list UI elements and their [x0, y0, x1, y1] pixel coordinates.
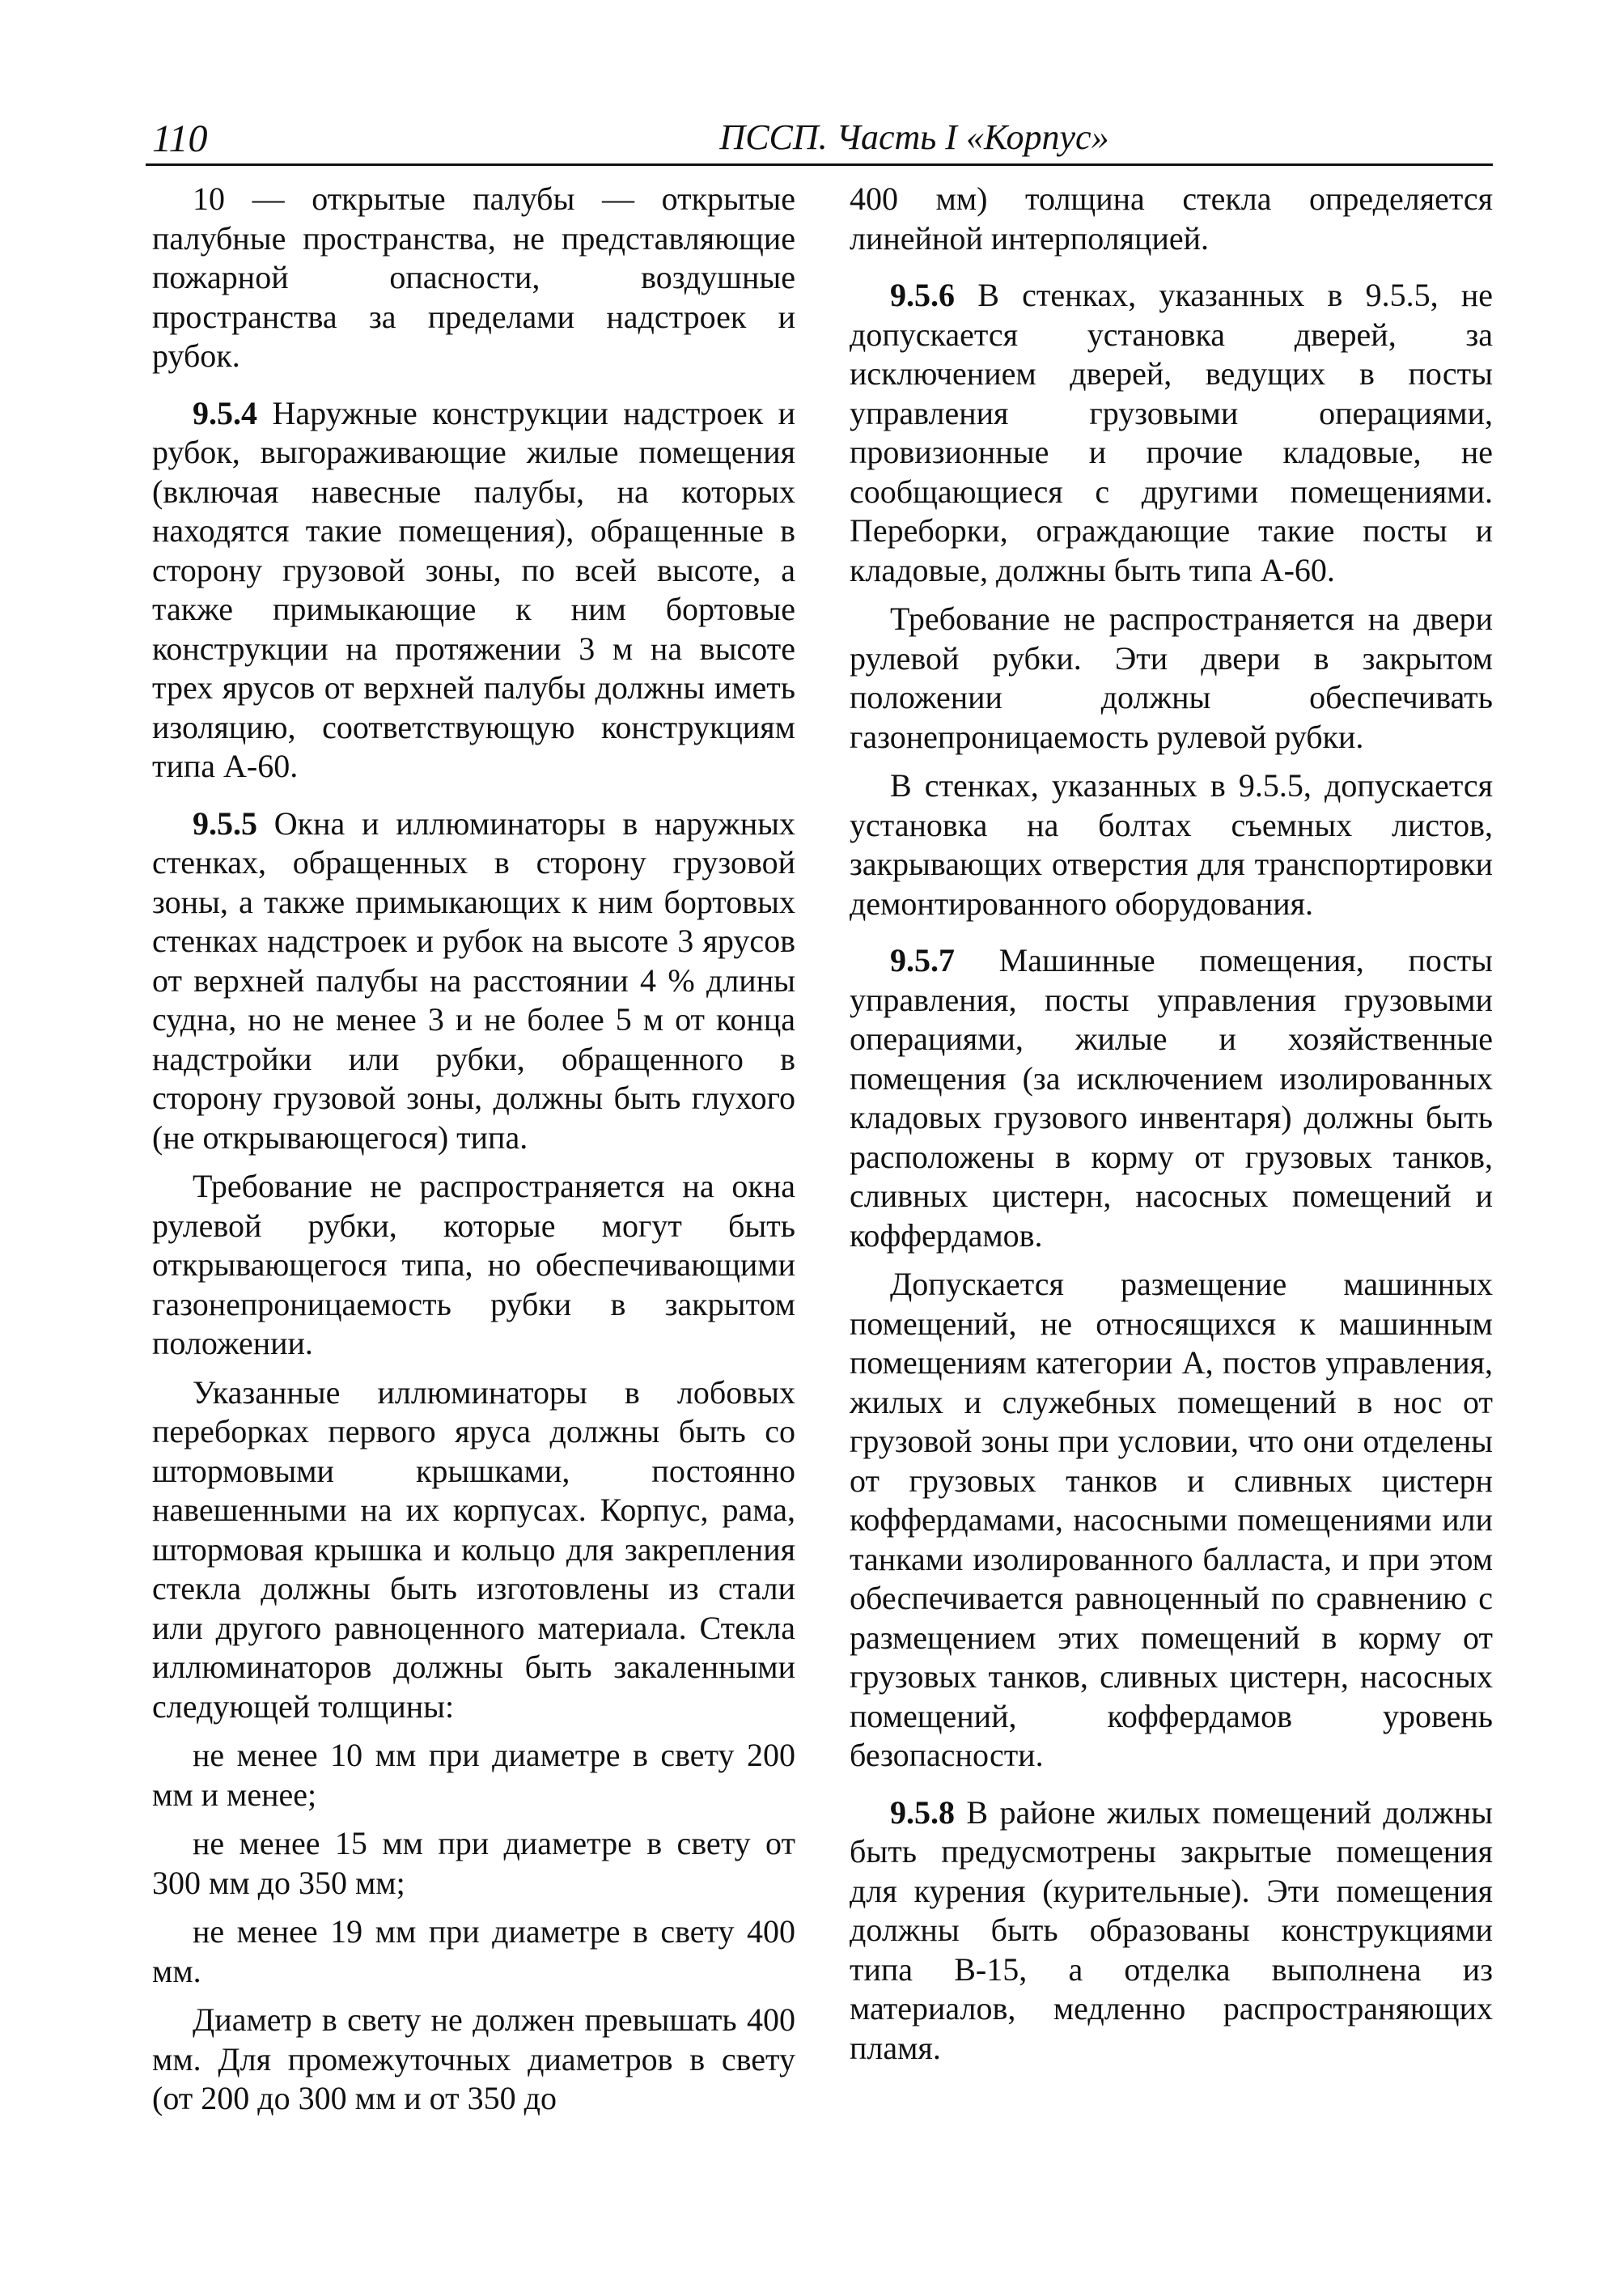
clause-number: 9.5.8: [890, 1793, 955, 1831]
list-item: не менее 15 мм при диаметре в свету от 300 мм до 350 мм;: [152, 1825, 795, 1901]
header-rule: [146, 163, 1493, 166]
clause-number: 9.5.7: [890, 942, 955, 978]
clause-9-5-6: [850, 276, 1493, 590]
clause-text: Окна и иллюминаторы в наружных стенках, обращенных в сторону грузовой зоны, а также примыкающих к ним бортовых стенках надстроек и рубок на высоте 3 ярусов от верхней палубы на расстоянии 4 % длины судна, но не менее 3 и не более 5 м от конца надстройки или рубки, обращенного в сторону грузовой зоны, должны быть глухого (не открывающегося) типа.: [152, 804, 795, 1156]
page-number: 110: [152, 117, 208, 160]
clause-number: 9.5.4: [193, 394, 257, 431]
paragraph: 10 — открытые палубы — открытые палубные пространства, не представляющие пожарной опасности, воздушные пространства за пределами надстроек и рубок.: [152, 180, 795, 374]
clause-text: В районе жилых помещений должны быть предусмотрены закрытые помещения для курения (курительные). Эти помещения должны быть образованы конструкциями типа В-15, а отделка выполнена из материалов, медленно распространяющих пламя.: [850, 1793, 1493, 2066]
paragraph: Диаметр в свету не должен превышать 400 мм. Для промежуточных диаметров в свету (от 200 до 300 мм и от 350 до: [152, 2001, 795, 2116]
clause-9-5-8: [850, 1793, 1493, 2069]
clause-9-5-7: [850, 941, 1493, 1255]
running-title: ПССП. Часть I «Корпус»: [719, 117, 1109, 157]
clause-text: Машинные помещения, посты управления, посты управления грузовыми операциями, жилые и хозяйственные помещения (за исключением изолированных кладовых грузового инвентаря) должны быть расположены в корму от грузовых танков, сливных цистерн, насосных помещений и коффердамов.: [850, 942, 1493, 1254]
list-item: не менее 19 мм при диаметре в свету 400 мм.: [152, 1913, 795, 1989]
list-item: не менее 10 мм при диаметре в свету 200 мм и менее;: [152, 1737, 795, 1813]
paragraph: Указанные иллюминаторы в лобовых переборках первого яруса должны быть со штормовыми крышками, постоянно навешенными на их корпусах. Корпус, рама, штормовая крышка и кольцо для закрепления стекла должны быть изготовлены из стали или другого равноценного материала. Стекла иллюминаторов должны быть закаленными следующей толщины:: [152, 1373, 795, 1725]
paragraph: 400 мм) толщина стекла определяется линейной интерполяцией.: [850, 180, 1493, 257]
left-column: [152, 180, 795, 2128]
right-column: [850, 180, 1493, 2086]
clause-text: Наружные конструкции надстроек и рубок, выгораживающие жилые помещения (включая навесные палубы, на которых находятся такие помещения), обращенные в сторону грузовой зоны, по всей высоте, а также примыкающие к ним бортовые конструкции на протяжении 3 м на высоте трех ярусов от верхней палубы должны иметь изоляцию, соответствующую конструкциям типа А-60.: [152, 394, 795, 784]
page-header: [146, 112, 1493, 163]
clause-9-5-4: [152, 394, 795, 787]
paragraph: Требование не распространяется на окна рулевой рубки, которые могут быть открывающегося типа, но обеспечивающими газонепроницаемость рубки в закрытом положении.: [152, 1168, 795, 1361]
clause-text: В стенках, указанных в 9.5.5, не допускается установка дверей, за исключением дверей, ведущих в посты управления грузовыми операциями, провизионные и прочие кладовые, не сообщающиеся с другими помещениями. Переборки, ограждающие такие посты и кладовые, должны быть типа А-60.: [850, 277, 1493, 588]
paragraph: Требование не распространяется на двери рулевой рубки. Эти двери в закрытом положении должны обеспечивать газонепроницаемость рулевой рубки.: [850, 601, 1493, 755]
paragraph: В стенках, указанных в 9.5.5, допускается установка на болтах съемных листов, закрывающих отверстия для транспортировки демонтированного оборудования.: [850, 767, 1493, 922]
paragraph: Допускается размещение машинных помещений, не относящихся к машинным помещениям категории А, постов управления, жилых и служебных помещений в нос от грузовой зоны при условии, что они отделены от грузовых танков и сливных цистерн коффердамами, насосными помещениями или танками изолированного балласта, и при этом обеспечивается равноценный по сравнению с размещением этих помещений в корму от грузовых танков, сливных цистерн, насосных помещений, коффердамов уровень безопасности.: [850, 1266, 1493, 1773]
clause-number: 9.5.5: [193, 804, 257, 842]
clause-number: 9.5.6: [890, 277, 955, 313]
clause-9-5-5: [152, 804, 795, 1158]
